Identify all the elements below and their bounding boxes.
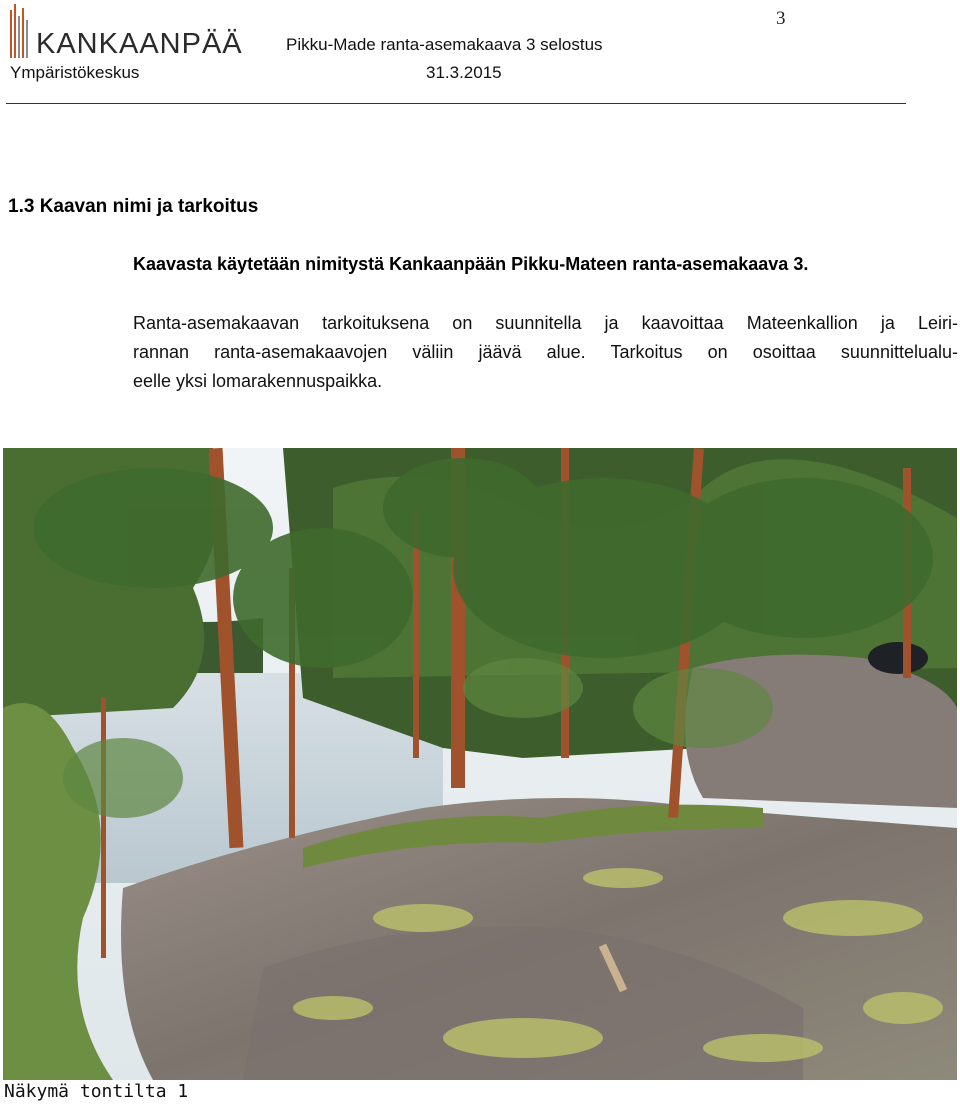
page-number: 3 bbox=[776, 8, 786, 29]
header-divider bbox=[6, 103, 906, 104]
department-name: Ympäristökeskus bbox=[10, 63, 140, 82]
section-heading: 1.3 Kaavan nimi ja tarkoitus bbox=[8, 196, 259, 217]
body-paragraph bbox=[133, 309, 958, 396]
document-title: Pikku-Made ranta-asemakaava 3 selostus bbox=[286, 35, 603, 54]
kankaanpaa-logo bbox=[8, 2, 248, 62]
paragraph-line: Ranta-asemakaavan tarkoituksena on suunnitella ja kaavoittaa Mateenkallion ja Leiri- bbox=[133, 313, 958, 333]
paragraph-line: rannan ranta-asemakaavojen väliin jäävä alue. Tarkoitus on osoittaa suunnittelualu- bbox=[133, 342, 958, 362]
paragraph-line: eelle yksi lomarakennuspaikka. bbox=[133, 371, 383, 391]
figure-caption: Näkymä tontilta 1 bbox=[4, 1081, 189, 1102]
forest-rock-shore-image bbox=[3, 448, 957, 1080]
logo-text: KANKAANPÄÄ bbox=[36, 28, 243, 60]
document-date: 31.3.2015 bbox=[426, 63, 502, 82]
site-photo bbox=[3, 448, 957, 1080]
logo-bars-icon bbox=[8, 2, 38, 60]
lead-sentence: Kaavasta käytetään nimitystä Kankaanpään Pikku-Mateen ranta-asemakaava 3. bbox=[133, 254, 809, 274]
